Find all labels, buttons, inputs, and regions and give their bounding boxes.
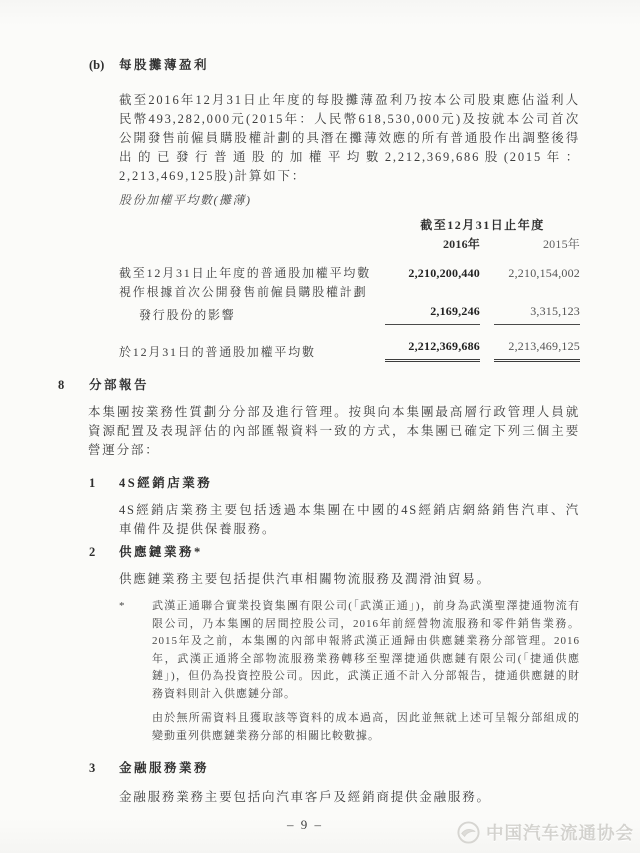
table-row (119, 264, 580, 283)
watermark-org-name: 中国汽车流通协会 (486, 823, 634, 843)
weighted-average-shares-table (119, 216, 580, 362)
value-2016: 2,210,200,440 (408, 266, 480, 280)
segment-2-body (119, 570, 580, 589)
segment-report-intro-paragraph: 本集團按業務性質劃分分部及進行管理。按與向本集團最高層行政管理人員就資源配置及表現評估的內部匯報資料一致的方式，本集團已確定下列三個主要營運分部： (88, 405, 580, 457)
cada-logo-icon (456, 820, 481, 845)
segment-title-supply-chain: 供應鏈業務* (119, 545, 203, 559)
segment-1-heading (58, 474, 580, 493)
section-marker-b: (b) (89, 58, 105, 72)
table-row-total (119, 337, 580, 362)
segment-3-body (119, 788, 580, 807)
table-period-header: 截至12月31日止年度 (420, 218, 545, 232)
value-2016-total: 2,212,369,686 (385, 337, 480, 362)
segment-title-financial-services: 金融服務業務 (119, 761, 210, 775)
watermark (456, 820, 634, 845)
diluted-eps-intro-paragraph: 截至2016年12月31日止年度的每股攤薄盈利乃按本公司股東應佔溢利人民幣493,282,000元(2015年：人民幣618,530,000元)及按就本公司首次公開發售前僱員購股權計劃的具潛在攤薄效應的所有普通股作出調整後得出的已發行普通股的加權平均數2,212,369,686股(2015年：2,213,469,125股)計算如下： (119, 93, 580, 183)
column-header-2015: 2015年 (542, 237, 580, 251)
segment-2-paragraph: 供應鏈業務主要包括提供汽車相關物流服務及潤滑油貿易。 (119, 572, 491, 586)
footnote-paragraph-1: 武漢正通聯合實業投資集團有限公司(「武漢正通」)，前身為武漢聖澤捷通物流有限公司，乃本集團的居間控股公司，2016年前經營物流服務和零件銷售業務。2015年及之前，本集團的內部申報將武漢正通歸由供應鏈業務分部管理。2016年，武漢正通將全部物流服務業務轉移至聖澤捷通供應鏈有限公司(「捷通供應鏈」)，但仍為投資控股公司。因此，武漢正通不計入分部報告，捷通供應鏈的財務資料則計入供應鏈分部。 (152, 600, 580, 700)
section-diluted-eps-heading (58, 56, 580, 75)
segment-3-paragraph: 金融服務業務主要包括向汽車客戶及經銷商提供金融服務。 (119, 790, 491, 804)
segment-report-body (88, 403, 580, 460)
section-title-segment-report: 分部報告 (89, 378, 150, 392)
segment-marker-3: 3 (89, 761, 96, 775)
segment-title-4s-dealership: 4S經銷店業務 (119, 476, 213, 490)
value-2015-total: 2,213,469,125 (494, 337, 580, 362)
row-label-deemed-issuance-line1: 視作根據首次公開發售前僱員購股權計劃 (119, 285, 368, 299)
supply-chain-footnote (119, 598, 580, 745)
segment-3-heading (58, 759, 580, 778)
section-title-diluted-eps: 每股攤薄盈利 (119, 58, 210, 72)
page-number: – 9 – (287, 817, 323, 832)
column-header-2016: 2016年 (442, 237, 480, 251)
row-label-deemed-issuance-line2: 發行股份的影響 (139, 308, 236, 322)
table-column-header-row (119, 235, 580, 254)
segment-marker-1: 1 (89, 476, 96, 490)
table-row (119, 302, 580, 325)
section-segment-report-heading (58, 376, 580, 395)
row-label-weighted-avg-ordinary-shares: 截至12月31日止年度的普通股加權平均數 (119, 266, 372, 280)
row-label-total-weighted-avg: 於12月31日的普通股加權平均數 (119, 345, 316, 359)
value-2015: 2,210,154,002 (508, 266, 580, 280)
footnote-asterisk-marker: * (119, 600, 125, 612)
footnote-row (119, 598, 580, 703)
segment-marker-2: 2 (89, 545, 96, 559)
value-2015: 3,315,123 (494, 302, 580, 325)
segment-1-body (119, 501, 580, 539)
segment-2-heading (58, 543, 580, 562)
segment-1-paragraph: 4S經銷店業務主要包括透過本集團在中國的4S經銷店網絡銷售汽車、汽車備件及提供保養服務。 (119, 503, 580, 536)
table-period-header-row (119, 216, 580, 235)
value-2016: 2,169,246 (385, 302, 480, 325)
section-marker-8: 8 (58, 378, 65, 392)
table-row (119, 283, 580, 302)
footnote-paragraph-2: 由於無所需資料且獲取該等資料的成本過高，因此並無就上述可呈報分部組成的變動重列供應鏈業務分部的相關比較數據。 (152, 712, 580, 742)
diluted-eps-body (119, 91, 580, 186)
weighted-avg-table-caption: 股份加權平均數(攤薄) (119, 193, 252, 207)
